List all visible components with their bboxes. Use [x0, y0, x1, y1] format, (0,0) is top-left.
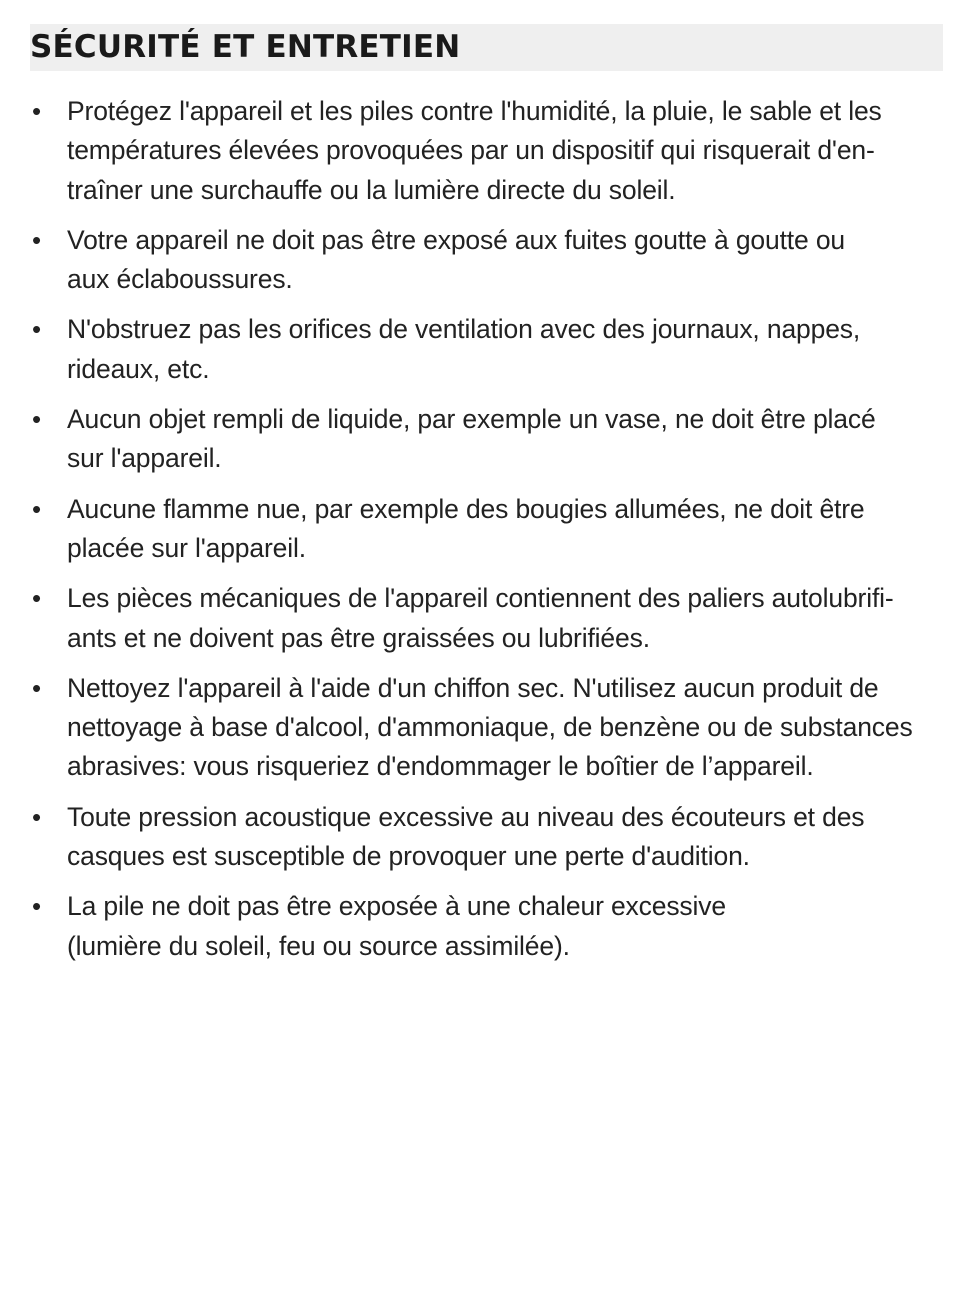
bullet-icon: •: [32, 224, 41, 255]
bullet-icon: •: [32, 493, 41, 524]
safety-bullet-list: [0, 92, 954, 977]
bullet-text: La pile ne doit pas être exposée à une chaleur excessive (lumière du soleil, feu ou source assimilée).: [67, 891, 726, 961]
bullet-text: Protégez l'appareil et les piles contre l'humidité, la pluie, le sable et les températures élevées provoquées par un dispositif qui risquerait d'en- traîner une surchauffe ou la lumière directe du soleil.: [67, 96, 882, 205]
bullet-text: Les pièces mécaniques de l'appareil contiennent des paliers autolubrifi- ants et ne doivent pas être graissées ou lubrifiées.: [67, 583, 894, 653]
section-title: SÉCURITÉ ET ENTRETIEN: [30, 29, 461, 65]
bullet-text: Nettoyez l'appareil à l'aide d'un chiffon sec. N'utilisez aucun produit de nettoyage à base d'alcool, d'ammoniaque, de benzène ou de substances abrasives: vous risqueriez d'endommager le boîtier de l’appareil.: [67, 672, 913, 782]
bullet-icon: •: [32, 96, 41, 126]
bullet-item: [0, 92, 954, 210]
bullet-item: [0, 310, 954, 389]
bullet-item: [0, 221, 954, 300]
bullet-icon: •: [32, 314, 41, 345]
bullet-icon: •: [32, 891, 41, 922]
bullet-text: Votre appareil ne doit pas être exposé aux fuites goutte à goutte ou aux éclaboussures.: [67, 224, 845, 295]
bullet-item: [0, 490, 954, 569]
bullet-item: [0, 887, 954, 966]
bullet-icon: •: [32, 672, 41, 703]
bullet-item: [0, 400, 954, 479]
bullet-text: N'obstruez pas les orifices de ventilation avec des journaux, nappes, rideaux, etc.: [67, 314, 861, 384]
bullet-item: [0, 669, 954, 787]
bullet-icon: •: [32, 801, 41, 832]
bullet-text: Toute pression acoustique excessive au niveau des écouteurs et des casques est susceptible de provoquer une perte d'audition.: [67, 801, 865, 872]
bullet-item: [0, 579, 954, 658]
bullet-item: [0, 798, 954, 877]
bullet-text: Aucune flamme nue, par exemple des bougies allumées, ne doit être placée sur l'appareil.: [67, 493, 865, 563]
section-header: [30, 24, 943, 71]
bullet-icon: •: [32, 404, 41, 435]
bullet-text: Aucun objet rempli de liquide, par exemple un vase, ne doit être placé sur l'appareil.: [67, 404, 876, 474]
bullet-icon: •: [32, 583, 41, 614]
